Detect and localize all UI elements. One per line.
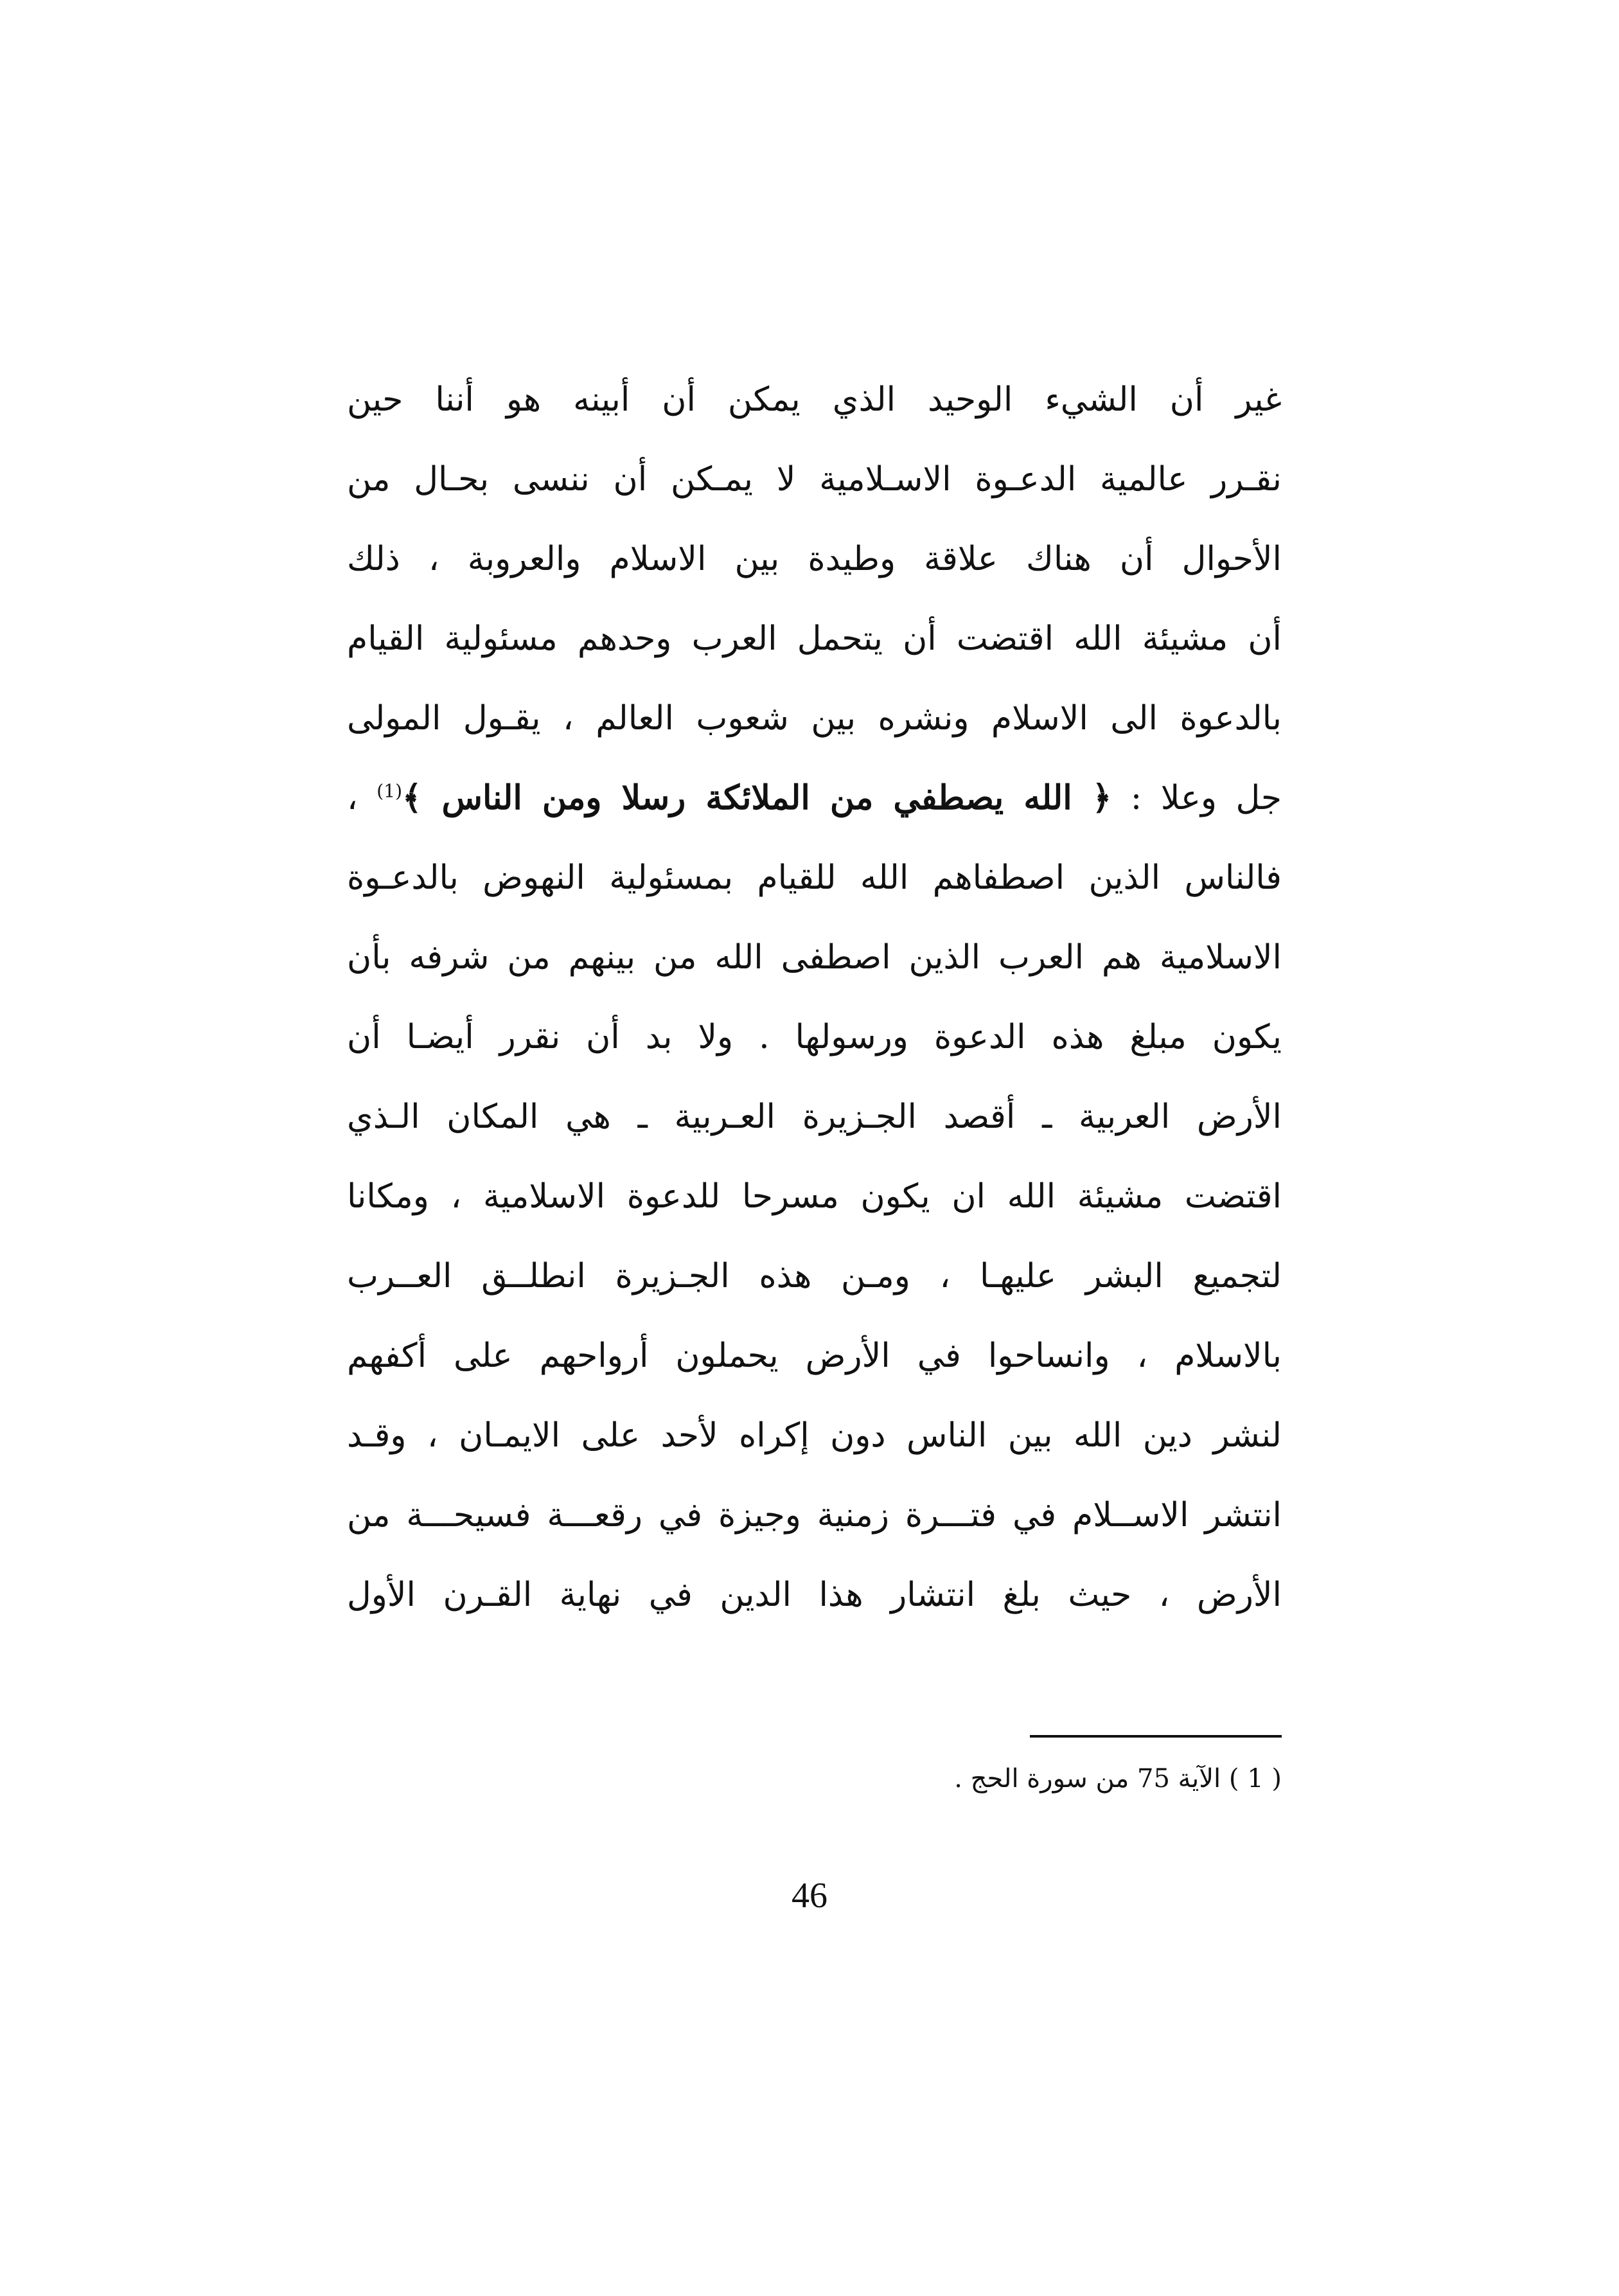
text-line-4: أن مشيئة الله اقتضت أن يتحمل العرب وحدهم مسئولية القيام [347,619,1282,658]
text-line-16: الأرض ، حيث بلغ انتشار هذا الدين في نهاية القـرن الأول [347,1576,1282,1614]
text-line-13: بالاسلام ، وانساحوا في الأرض يحملون أرواحهم على أكفهم [347,1337,1282,1375]
footnote: ( 1 ) الآية 75 من سورة الحج . [954,1764,1282,1793]
text-line-5: بالدعوة الى الاسلام ونشره بين شعوب العالم ، يقـول المولى [347,699,1282,738]
text-line-14: لنشر دين الله بين الناس دون إكراه لأحد على الايمـان ، وقـد [347,1416,1282,1455]
text-line-3: الأحوال أن هناك علاقة وطيدة بين الاسلام والعروبة ، ذلك [347,540,1282,578]
quranic-quote: ﴿ الله يصطفي من الملائكة رسلا ومن الناس ﴾ [402,778,1112,817]
text-line-12: لتجميع البشر عليهـا ، ومـن هذه الجـزيرة انطلــق العــرب [347,1257,1282,1295]
footnote-marker: (1) [376,780,402,802]
text-line-9: يكون مبلغ هذه الدعوة ورسولها . ولا بد أن نقرر أيضـا أن [347,1018,1282,1056]
quote-lead: جل وعلا : [1111,779,1282,817]
text-line-10: الأرض العربية ـ أقصد الجـزيرة العـربية ـ هي المكان الـذي [347,1098,1282,1136]
text-line-7: فالناس الذين اصطفاهم الله للقيام بمسئولية النهوض بالدعـوة [347,859,1282,897]
footnote-divider [1030,1735,1282,1738]
text-line-6-quote [347,758,1282,838]
page-number: 46 [792,1876,827,1916]
quote-tail: ، [347,779,377,817]
text-line-11: اقتضت مشيئة الله ان يكون مسرحا للدعوة الاسلامية ، ومكانا [347,1177,1282,1216]
text-line-8: الاسلامية هم العرب الذين اصطفى الله من بينهم من شرفه بأن [347,938,1282,977]
text-line-15: انتشر الاســلام في فتـــرة زمنية وجيزة في رقعـــة فسيحـــة من [347,1496,1282,1535]
text-line-2: نقـرر عالمية الدعـوة الاسـلامية لا يمـكن أن ننسى بحـال من [347,460,1282,499]
body-text [347,360,1282,1635]
text-line-1: غير أن الشيء الوحيد الذي يمكن أن أبينه هو أننا حين [347,380,1282,419]
